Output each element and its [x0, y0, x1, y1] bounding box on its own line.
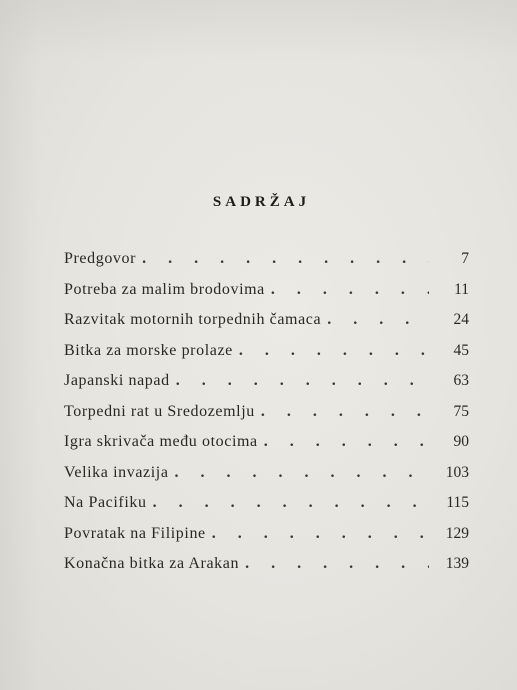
dot-leader [176, 366, 429, 397]
toc-entry-title: Predgovor [64, 250, 137, 267]
toc-entry-title: Razvitak motornih torpednih čamaca [64, 311, 322, 328]
toc-entry [64, 397, 469, 428]
dot-leader [175, 458, 429, 489]
table-of-contents [64, 244, 469, 580]
toc-entry [64, 366, 469, 397]
toc-entry-page: 7 [461, 250, 469, 267]
toc-entry-title: Velika invazija [64, 463, 169, 481]
dot-leader [239, 336, 429, 367]
toc-entry [64, 305, 469, 336]
dot-leader [271, 275, 429, 306]
toc-entry-title: Konačna bitka za Arakan [64, 555, 240, 572]
dot-leader [153, 488, 429, 519]
toc-entry [64, 336, 469, 367]
toc-entry-title: Na Pacifiku [64, 494, 147, 511]
dot-leader [212, 519, 429, 550]
toc-entry-page: 45 [453, 341, 469, 359]
toc-entry-page: 11 [454, 280, 469, 298]
toc-entry [64, 275, 469, 306]
toc-entry-page: 103 [445, 463, 469, 481]
toc-entry-title: Torpedni rat u Sredozemlju [64, 402, 255, 420]
toc-entry [64, 244, 469, 275]
toc-entry-page: 24 [453, 311, 469, 328]
toc-entry-title: Japanski napad [64, 372, 170, 389]
contents-heading: SADRŽAJ [212, 194, 311, 210]
toc-entry [64, 519, 469, 550]
dot-leader [327, 305, 429, 336]
toc-entry-page: 139 [445, 555, 469, 572]
dot-leader [264, 427, 429, 458]
toc-entry-page: 129 [445, 524, 469, 542]
toc-entry-page: 90 [453, 433, 469, 450]
toc-entry-title: Igra skrivača među otocima [64, 433, 258, 450]
toc-entry-title: Povratak na Filipine [64, 524, 206, 542]
toc-entry-page: 75 [453, 402, 469, 420]
toc-entry [64, 488, 469, 519]
dot-leader [142, 244, 429, 275]
toc-entry-title: Potreba za malim brodovima [64, 280, 265, 298]
dot-leader [261, 397, 429, 428]
toc-entry-page: 63 [453, 372, 469, 389]
toc-entry-page: 115 [446, 494, 469, 511]
toc-entry [64, 549, 469, 580]
toc-entry-title: Bitka za morske prolaze [64, 341, 233, 359]
dot-leader [245, 549, 429, 580]
toc-entry [64, 458, 469, 489]
toc-entry [64, 427, 469, 458]
